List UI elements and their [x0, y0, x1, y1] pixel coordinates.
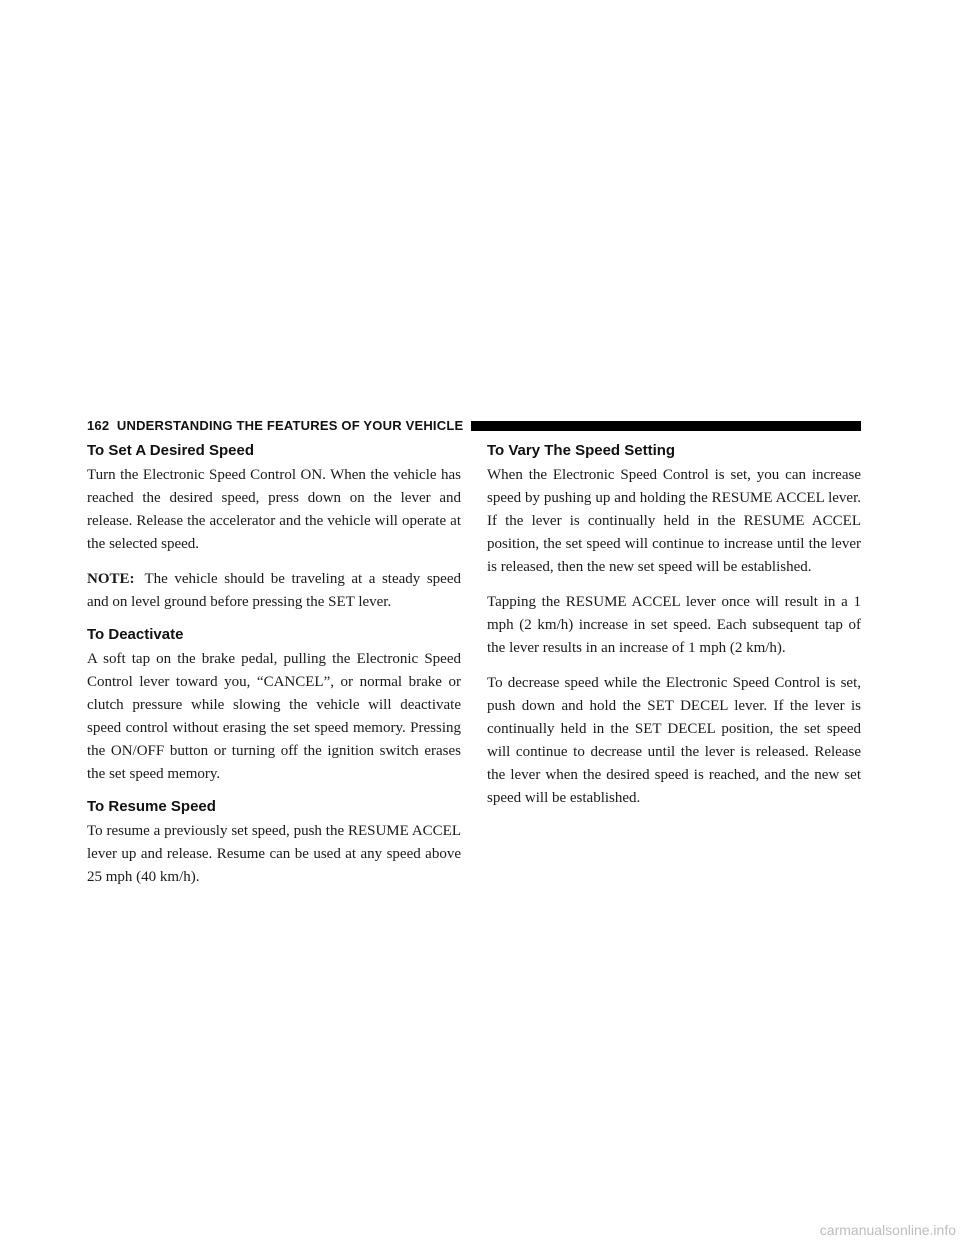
page-header [87, 416, 861, 434]
paragraph-resume: To resume a previously set speed, push the RESUME ACCEL lever up and release. Resume can be used at any speed above 25 mph (40 km/h). [87, 823, 461, 885]
right-column [487, 442, 861, 822]
paragraph-set-speed: Turn the Electronic Speed Control ON. When the vehicle has reached the desired speed, press down on the lever and release. Release the accelerator and the vehicle will operate at the selected speed. [87, 467, 461, 552]
note-text: The vehicle should be traveling at a steady speed and on level ground before pressing the SET lever. [87, 571, 461, 610]
section-set-speed [87, 442, 461, 614]
heading-vary-speed: To Vary The Speed Setting [487, 442, 676, 459]
section-resume [87, 798, 461, 889]
chapter-title: UNDERSTANDING THE FEATURES OF YOUR VEHICLE [116, 417, 464, 433]
note-paragraph [87, 568, 461, 614]
header-rule [471, 421, 861, 431]
page-number: 162 [87, 417, 110, 433]
heading-set-speed: To Set A Desired Speed [87, 442, 254, 459]
section-vary-speed [487, 442, 861, 810]
note-label: NOTE: [87, 571, 135, 587]
header-text [87, 418, 471, 433]
section-deactivate [87, 626, 461, 786]
paragraph-vary-3: To decrease speed while the Electronic Speed Control is set, push down and hold the SET DECEL lever. If the lever is continually held in the SET DECEL position, the set speed will continue to decrease until the lever is released. Release the lever when the desired speed is reached, and the new set speed will be established. [487, 675, 861, 806]
heading-deactivate: To Deactivate [87, 626, 184, 643]
paragraph-vary-2: Tapping the RESUME ACCEL lever once will result in a 1 mph (2 km/h) increase in set speed. Each subsequent tap of the lever results in an increase of 1 mph (2 km/h). [487, 594, 861, 656]
watermark: carmanualsonline.info [819, 1222, 956, 1238]
paragraph-vary-1: When the Electronic Speed Control is set, you can increase speed by pushing up and holding the RESUME ACCEL lever. If the lever is continually held in the RESUME ACCEL position, the set speed will continue to increase until the lever is released, then the new set speed will be established. [487, 467, 861, 575]
left-column [87, 442, 461, 901]
heading-resume: To Resume Speed [87, 798, 216, 815]
paragraph-deactivate: A soft tap on the brake pedal, pulling the Electronic Speed Control lever toward you, “CANCEL”, or normal brake or clutch pressure while slowing the vehicle will deactivate speed control without erasing the set speed memory. Pressing the ON/OFF button or turning off the ignition switch erases the set speed memory. [87, 651, 461, 782]
